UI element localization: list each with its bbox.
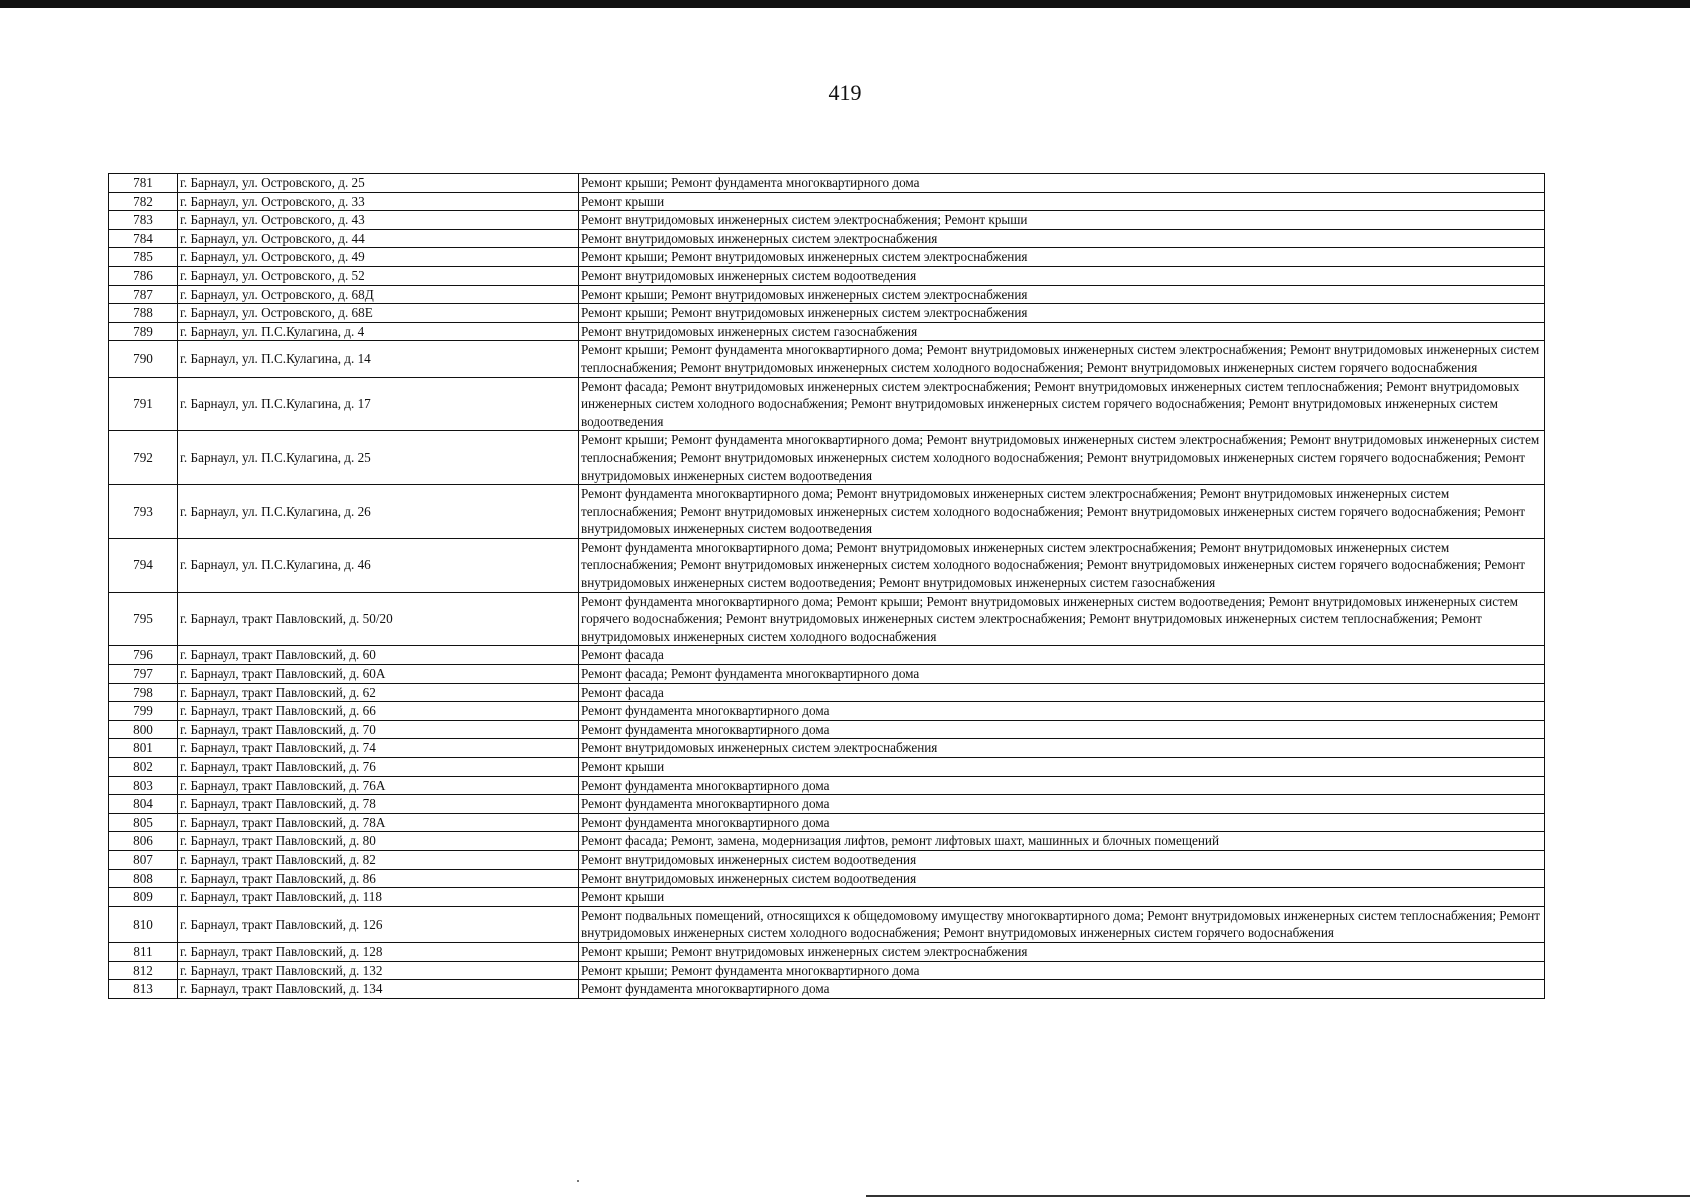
row-number-cell: 812 bbox=[109, 961, 178, 980]
table-row bbox=[109, 174, 1545, 193]
address-cell: г. Барнаул, ул. П.С.Кулагина, д. 14 bbox=[178, 341, 579, 377]
address-cell: г. Барнаул, тракт Павловский, д. 80 bbox=[178, 832, 579, 851]
table-row bbox=[109, 592, 1545, 646]
table-row bbox=[109, 304, 1545, 323]
address-cell: г. Барнаул, тракт Павловский, д. 126 bbox=[178, 906, 579, 942]
row-number-cell: 797 bbox=[109, 665, 178, 684]
address-cell: г. Барнаул, тракт Павловский, д. 74 bbox=[178, 739, 579, 758]
address-cell: г. Барнаул, ул. П.С.Кулагина, д. 17 bbox=[178, 377, 579, 431]
scan-top-border bbox=[0, 0, 1690, 8]
table-row bbox=[109, 795, 1545, 814]
row-number-cell: 808 bbox=[109, 869, 178, 888]
row-number-cell: 796 bbox=[109, 646, 178, 665]
scan-artifact-dot bbox=[577, 1180, 579, 1182]
table-row bbox=[109, 229, 1545, 248]
scan-bottom-edge bbox=[866, 1195, 1690, 1197]
repair-works-cell: Ремонт фундамента многоквартирного дома; Ремонт крыши; Ремонт внутридомовых инженерных систем водоотведения; Ремонт внутридомовых инженерных систем горячего водоснабжения; Ремонт внутридомовых инженерных систем электроснабжения; Ремонт внутридомовых инженерных систем теплоснабжения; Ремонт внутридомовых инженерных систем холодного водоснабжения bbox=[579, 592, 1545, 646]
address-cell: г. Барнаул, тракт Павловский, д. 62 bbox=[178, 683, 579, 702]
row-number-cell: 784 bbox=[109, 229, 178, 248]
table-row bbox=[109, 980, 1545, 999]
repair-works-cell: Ремонт фасада; Ремонт внутридомовых инженерных систем электроснабжения; Ремонт внутридомовых инженерных систем теплоснабжения; Ремонт внутридомовых инженерных систем холодного водоснабжения; Ремонт внутридомовых инженерных систем горячего водоснабжения; Ремонт внутридомовых инженерных систем водоотведения bbox=[579, 377, 1545, 431]
repair-works-cell: Ремонт фасада; Ремонт фундамента многоквартирного дома bbox=[579, 665, 1545, 684]
address-cell: г. Барнаул, ул. Островского, д. 49 bbox=[178, 248, 579, 267]
address-cell: г. Барнаул, тракт Павловский, д. 134 bbox=[178, 980, 579, 999]
table-row bbox=[109, 211, 1545, 230]
table-row bbox=[109, 758, 1545, 777]
row-number-cell: 789 bbox=[109, 322, 178, 341]
row-number-cell: 788 bbox=[109, 304, 178, 323]
address-cell: г. Барнаул, тракт Павловский, д. 78А bbox=[178, 813, 579, 832]
address-cell: г. Барнаул, ул. Островского, д. 68Е bbox=[178, 304, 579, 323]
table-row bbox=[109, 683, 1545, 702]
address-cell: г. Барнаул, тракт Павловский, д. 76 bbox=[178, 758, 579, 777]
address-cell: г. Барнаул, тракт Павловский, д. 86 bbox=[178, 869, 579, 888]
table-row bbox=[109, 832, 1545, 851]
repair-works-cell: Ремонт внутридомовых инженерных систем водоотведения bbox=[579, 266, 1545, 285]
repair-works-cell: Ремонт подвальных помещений, относящихся к общедомовому имуществу многоквартирного дома; Ремонт внутридомовых инженерных систем теплоснабжения; Ремонт внутридомовых инженерных систем холодного водоснабжения; Ремонт внутридомовых инженерных систем горячего водоснабжения bbox=[579, 906, 1545, 942]
row-number-cell: 793 bbox=[109, 485, 178, 539]
repair-works-cell: Ремонт крыши bbox=[579, 758, 1545, 777]
row-number-cell: 783 bbox=[109, 211, 178, 230]
repair-works-cell: Ремонт крыши; Ремонт внутридомовых инженерных систем электроснабжения bbox=[579, 285, 1545, 304]
table-row bbox=[109, 888, 1545, 907]
repair-works-cell: Ремонт фундамента многоквартирного дома bbox=[579, 795, 1545, 814]
registry-table-container bbox=[108, 173, 1545, 999]
row-number-cell: 786 bbox=[109, 266, 178, 285]
row-number-cell: 790 bbox=[109, 341, 178, 377]
address-cell: г. Барнаул, ул. Островского, д. 52 bbox=[178, 266, 579, 285]
table-row bbox=[109, 869, 1545, 888]
table-row bbox=[109, 646, 1545, 665]
row-number-cell: 813 bbox=[109, 980, 178, 999]
address-cell: г. Барнаул, тракт Павловский, д. 70 bbox=[178, 720, 579, 739]
row-number-cell: 809 bbox=[109, 888, 178, 907]
address-cell: г. Барнаул, ул. Островского, д. 33 bbox=[178, 192, 579, 211]
repair-works-cell: Ремонт крыши; Ремонт фундамента многоквартирного дома bbox=[579, 174, 1545, 193]
address-cell: г. Барнаул, ул. Островского, д. 43 bbox=[178, 211, 579, 230]
repair-works-cell: Ремонт фасада bbox=[579, 646, 1545, 665]
address-cell: г. Барнаул, тракт Павловский, д. 118 bbox=[178, 888, 579, 907]
table-row bbox=[109, 850, 1545, 869]
address-cell: г. Барнаул, тракт Павловский, д. 82 bbox=[178, 850, 579, 869]
table-row bbox=[109, 192, 1545, 211]
repair-works-cell: Ремонт фундамента многоквартирного дома bbox=[579, 980, 1545, 999]
row-number-cell: 802 bbox=[109, 758, 178, 777]
address-cell: г. Барнаул, тракт Павловский, д. 60А bbox=[178, 665, 579, 684]
row-number-cell: 791 bbox=[109, 377, 178, 431]
registry-table-body bbox=[109, 174, 1545, 999]
row-number-cell: 799 bbox=[109, 702, 178, 721]
table-row bbox=[109, 322, 1545, 341]
repair-works-cell: Ремонт крыши; Ремонт фундамента многоквартирного дома; Ремонт внутридомовых инженерных систем электроснабжения; Ремонт внутридомовых инженерных систем теплоснабжения; Ремонт внутридомовых инженерных систем холодного водоснабжения; Ремонт внутридомовых инженерных систем горячего водоснабжения bbox=[579, 341, 1545, 377]
address-cell: г. Барнаул, тракт Павловский, д. 132 bbox=[178, 961, 579, 980]
repair-works-cell: Ремонт фасада; Ремонт, замена, модернизация лифтов, ремонт лифтовых шахт, машинных и блочных помещений bbox=[579, 832, 1545, 851]
repair-works-cell: Ремонт фундамента многоквартирного дома bbox=[579, 776, 1545, 795]
table-row bbox=[109, 702, 1545, 721]
row-number-cell: 795 bbox=[109, 592, 178, 646]
row-number-cell: 805 bbox=[109, 813, 178, 832]
address-cell: г. Барнаул, ул. Островского, д. 44 bbox=[178, 229, 579, 248]
table-row bbox=[109, 341, 1545, 377]
table-row bbox=[109, 248, 1545, 267]
page-number: 419 bbox=[828, 80, 862, 105]
address-cell: г. Барнаул, ул. Островского, д. 25 bbox=[178, 174, 579, 193]
repair-works-cell: Ремонт фасада bbox=[579, 683, 1545, 702]
table-row bbox=[109, 538, 1545, 592]
table-row bbox=[109, 942, 1545, 961]
table-row bbox=[109, 813, 1545, 832]
registry-table bbox=[108, 173, 1545, 999]
repair-works-cell: Ремонт крыши; Ремонт внутридомовых инженерных систем электроснабжения bbox=[579, 304, 1545, 323]
table-row bbox=[109, 285, 1545, 304]
repair-works-cell: Ремонт крыши; Ремонт внутридомовых инженерных систем электроснабжения bbox=[579, 942, 1545, 961]
row-number-cell: 811 bbox=[109, 942, 178, 961]
row-number-cell: 803 bbox=[109, 776, 178, 795]
table-row bbox=[109, 485, 1545, 539]
address-cell: г. Барнаул, тракт Павловский, д. 78 bbox=[178, 795, 579, 814]
repair-works-cell: Ремонт фундамента многоквартирного дома bbox=[579, 813, 1545, 832]
repair-works-cell: Ремонт крыши; Ремонт фундамента многоквартирного дома bbox=[579, 961, 1545, 980]
table-row bbox=[109, 377, 1545, 431]
repair-works-cell: Ремонт крыши; Ремонт внутридомовых инженерных систем электроснабжения bbox=[579, 248, 1545, 267]
repair-works-cell: Ремонт фундамента многоквартирного дома bbox=[579, 702, 1545, 721]
repair-works-cell: Ремонт внутридомовых инженерных систем водоотведения bbox=[579, 850, 1545, 869]
table-row bbox=[109, 961, 1545, 980]
table-row bbox=[109, 266, 1545, 285]
table-row bbox=[109, 739, 1545, 758]
repair-works-cell: Ремонт внутридомовых инженерных систем электроснабжения bbox=[579, 739, 1545, 758]
address-cell: г. Барнаул, ул. П.С.Кулагина, д. 46 bbox=[178, 538, 579, 592]
table-row bbox=[109, 665, 1545, 684]
address-cell: г. Барнаул, тракт Павловский, д. 60 bbox=[178, 646, 579, 665]
repair-works-cell: Ремонт внутридомовых инженерных систем электроснабжения bbox=[579, 229, 1545, 248]
repair-works-cell: Ремонт фундамента многоквартирного дома; Ремонт внутридомовых инженерных систем электроснабжения; Ремонт внутридомовых инженерных систем теплоснабжения; Ремонт внутридомовых инженерных систем холодного водоснабжения; Ремонт внутридомовых инженерных систем горячего водоснабжения; Ремонт внутридомовых инженерных систем водоотведения bbox=[579, 485, 1545, 539]
row-number-cell: 800 bbox=[109, 720, 178, 739]
address-cell: г. Барнаул, ул. П.С.Кулагина, д. 4 bbox=[178, 322, 579, 341]
address-cell: г. Барнаул, тракт Павловский, д. 76А bbox=[178, 776, 579, 795]
repair-works-cell: Ремонт крыши; Ремонт фундамента многоквартирного дома; Ремонт внутридомовых инженерных систем электроснабжения; Ремонт внутридомовых инженерных систем теплоснабжения; Ремонт внутридомовых инженерных систем холодного водоснабжения; Ремонт внутридомовых инженерных систем горячего водоснабжения; Ремонт внутридомовых инженерных систем водоотведения bbox=[579, 431, 1545, 485]
address-cell: г. Барнаул, ул. Островского, д. 68Д bbox=[178, 285, 579, 304]
repair-works-cell: Ремонт внутридомовых инженерных систем водоотведения bbox=[579, 869, 1545, 888]
repair-works-cell: Ремонт фундамента многоквартирного дома; Ремонт внутридомовых инженерных систем электроснабжения; Ремонт внутридомовых инженерных систем теплоснабжения; Ремонт внутридомовых инженерных систем холодного водоснабжения; Ремонт внутридомовых инженерных систем горячего водоснабжения; Ремонт внутридомовых инженерных систем водоотведения; Ремонт внутридомовых инженерных систем газоснабжения bbox=[579, 538, 1545, 592]
repair-works-cell: Ремонт внутридомовых инженерных систем электроснабжения; Ремонт крыши bbox=[579, 211, 1545, 230]
address-cell: г. Барнаул, тракт Павловский, д. 128 bbox=[178, 942, 579, 961]
row-number-cell: 807 bbox=[109, 850, 178, 869]
row-number-cell: 787 bbox=[109, 285, 178, 304]
row-number-cell: 810 bbox=[109, 906, 178, 942]
row-number-cell: 782 bbox=[109, 192, 178, 211]
address-cell: г. Барнаул, тракт Павловский, д. 66 bbox=[178, 702, 579, 721]
address-cell: г. Барнаул, тракт Павловский, д. 50/20 bbox=[178, 592, 579, 646]
row-number-cell: 801 bbox=[109, 739, 178, 758]
repair-works-cell: Ремонт фундамента многоквартирного дома bbox=[579, 720, 1545, 739]
row-number-cell: 794 bbox=[109, 538, 178, 592]
address-cell: г. Барнаул, ул. П.С.Кулагина, д. 25 bbox=[178, 431, 579, 485]
table-row bbox=[109, 431, 1545, 485]
table-row bbox=[109, 720, 1545, 739]
repair-works-cell: Ремонт крыши bbox=[579, 192, 1545, 211]
row-number-cell: 781 bbox=[109, 174, 178, 193]
row-number-cell: 798 bbox=[109, 683, 178, 702]
repair-works-cell: Ремонт внутридомовых инженерных систем газоснабжения bbox=[579, 322, 1545, 341]
address-cell: г. Барнаул, ул. П.С.Кулагина, д. 26 bbox=[178, 485, 579, 539]
row-number-cell: 785 bbox=[109, 248, 178, 267]
table-row bbox=[109, 776, 1545, 795]
table-row bbox=[109, 906, 1545, 942]
row-number-cell: 806 bbox=[109, 832, 178, 851]
row-number-cell: 792 bbox=[109, 431, 178, 485]
row-number-cell: 804 bbox=[109, 795, 178, 814]
repair-works-cell: Ремонт крыши bbox=[579, 888, 1545, 907]
